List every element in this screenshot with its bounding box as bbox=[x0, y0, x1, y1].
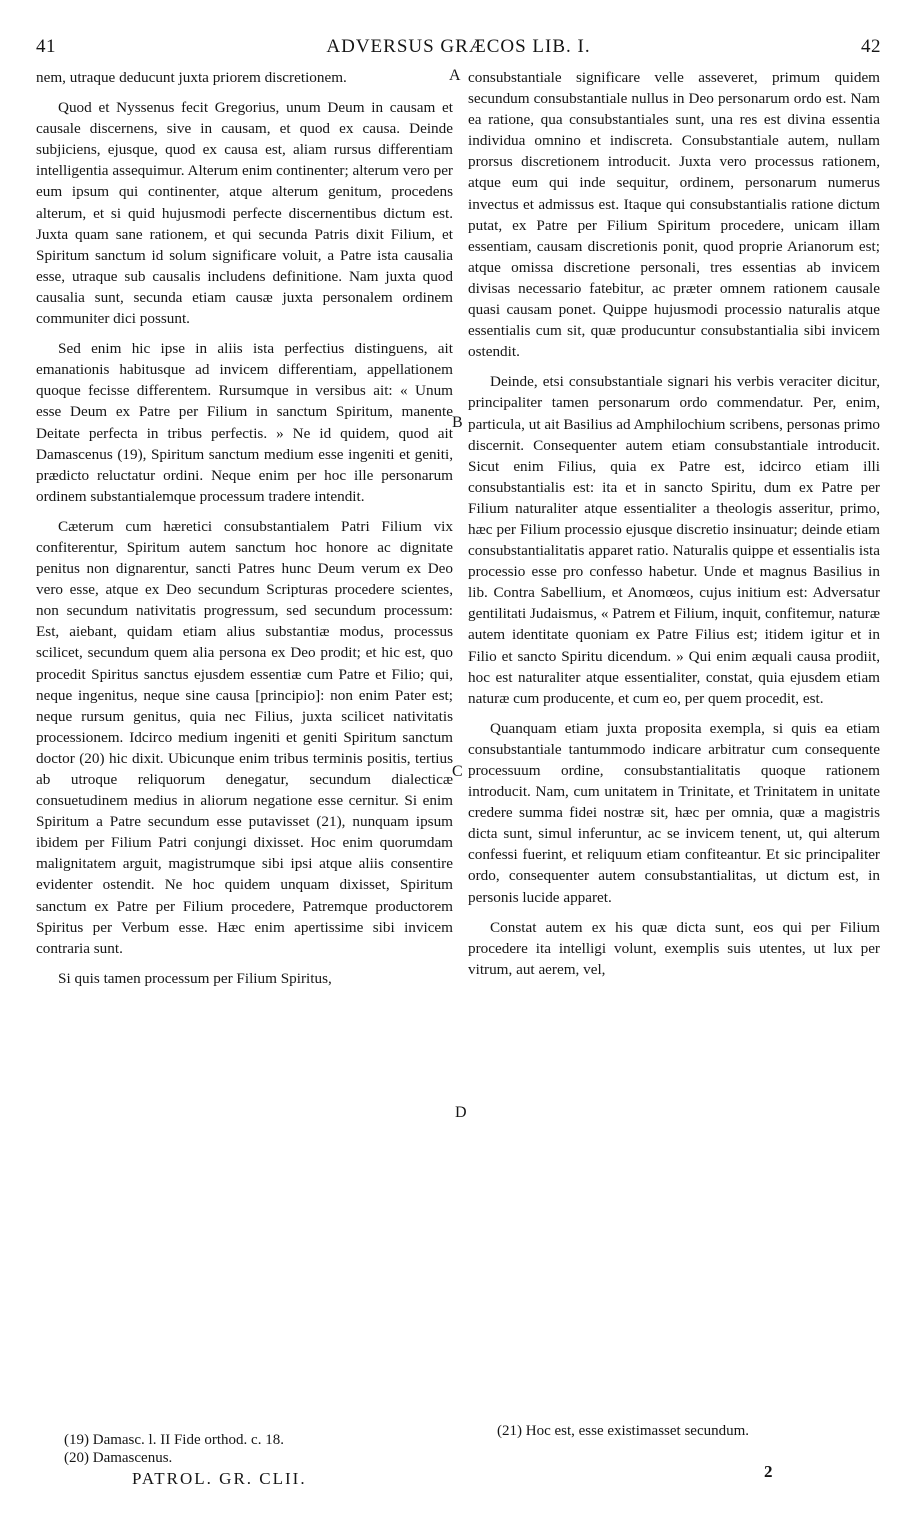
paragraph: consubstantiale significare velle asseveret, primum quidem secundum consubstantiale nullus in Deo personarum ordo est. Nam ea ratione, qua consubstantiales sunt, una res est divina essentia individua omnino et indiscreta. Consubstantiale autem, nullam prorsus discretionem introducit. Juxta vero processus rationem, atque eum qui inde sequitur, ordinem, personarum numerus invectus et admissus est. Itaque qui consubstantialis ratione dictum putat, ex Patre per Filium Spiritum procedere, unicam illam essentiam, causam discretionis ponit, quod proprie Arianorum est; atque omissa discretione personali, tres essentias ab invicem divisas necessario fatebitur, ac præter omnem rationem causale quasi causam ponet. Quippe hujusmodi processio naturalis atque essentialis cum sit, quæ producuntur consubstantialia sibi invicem ostendit. bbox=[468, 69, 880, 361]
paragraph: Quanquam etiam juxta proposita exempla, si quis ea etiam consubstantiale tantummodo indicare arbitratur cum consequente processuum ordine, consubstantialitatis quoque rationem introducit. Nam, cum unitatem in Trinitate, et Trinitatem in unitate credere summa fidei nostræ sit, hæc per omnia, quæ a magistris dicta sunt, simul inferuntur, ac se invicem tenent, ut, qui alterum confessi fuerint, et reliquum etiam confiteantur. Et sic principaliter ordo, consequenter autem consubstantialitas, ut dictum est, in personis lucide apparet. bbox=[468, 719, 880, 906]
footnote-21: (21) Hoc est, esse existimasset secundum. bbox=[497, 1423, 750, 1439]
footnote-19: (19) Damasc. l. II Fide orthod. c. 18. bbox=[64, 1432, 284, 1448]
left-column bbox=[36, 67, 453, 1387]
running-header bbox=[36, 36, 881, 58]
running-title: ADVERSUS GRÆCOS LIB. I. bbox=[326, 36, 591, 57]
sheet-number: 2 bbox=[764, 1462, 773, 1481]
paragraph: Constat autem ex his quæ dicta sunt, eos qui per Filium procedere ita intelligi volunt, exemplis suis utentes, ut lux per vitrum, aut aerem, vel, bbox=[468, 918, 880, 978]
right-column bbox=[468, 67, 880, 1387]
left-page-number: 41 bbox=[36, 36, 56, 57]
margin-marker-c: C bbox=[452, 763, 463, 780]
paragraph: Deinde, etsi consubstantiale signari his verbis veraciter dicitur, principaliter tamen personarum ordo commendatur. Per, enim, particula, ut ait Basilius ad Amphilochium scribens, personas primo discernit. Consequenter autem etiam consubstantiale introducit. Sicut enim Filius, quia ex Patre est, idcirco etiam illi consubstantialis est: ita et in sancto Spiritu, dum ex Patre per Filium naturaliter atque essentialiter a theologis asseritur, primo, hæc per Filium processio ejusque discretio insinuatur; deinde etiam consubstantialitatis apparet ratio. Naturalis quippe et essentialis ista processio esse pro confesso habetur. Unde et magnus Basilius in lib. Contra Sabellium, et Anomœos, cujus initium est: Adversatur gentilitati Judaismus, « Patrem et Filium, inquit, confitemur, naturæ autem identitate quoniam ex Patre Filius est; itidem igitur et in Filio et sancto Spiritu dicendum. » Qui enim æquali causa prodiit, hoc est naturaliter atque essentialiter, constat, quia ejusdem etiam naturæ cum producente, et cum eo, per quem procedit, est. bbox=[468, 373, 880, 707]
margin-marker-d: D bbox=[455, 1104, 467, 1121]
right-page-number: 42 bbox=[861, 36, 881, 57]
footnote-20: (20) Damascenus. bbox=[64, 1450, 173, 1466]
paragraph: Si quis tamen processum per Filium Spiritus, bbox=[58, 969, 332, 987]
paragraph: nem, utraque deducunt juxta priorem discretionem. bbox=[36, 69, 347, 86]
margin-marker-a: A bbox=[449, 67, 461, 84]
paragraph: Sed enim hic ipse in aliis ista perfectius distinguens, ait emanationis habitusque ad invicem differentiam, appellationem quoque fecisse differentem. Rursumque in versibus ait: « Unum esse Deum ex Patre per Filium in sanctum Spiritum, manente Deitate perfecta in tribus perfectis. » Ne id quidem, quod ait Damascenus (19), Spiritum sanctum medium esse ingeniti et geniti, prædicto reluctatur ordini. Neque enim per hoc ille personarum ordinem substantialemque processum tradere intendit. bbox=[36, 340, 453, 505]
signature-mark: PATROL. GR. CLII. bbox=[132, 1469, 307, 1488]
margin-marker-b: B bbox=[452, 414, 463, 431]
paragraph: Cæterum cum hæretici consubstantialem Patri Filium vix confiterentur, Spiritum autem sanctum hoc honore ac dignitate penitus non dignarentur, sancti Patres hunc Deum verum ex Deo vero esse, atque ex Deo secundum Scripturas procedere scientes, non secundum nativitatis progressum, sed secundum processum: Est, aiebant, quidam etiam alius substantiæ modus, processus scilicet, secundum quem alia persona ex Deo prodit; et hic est, quo procedit Spiritus sanctus ejusdem essentiæ cum Patre et Filio; qui, neque ingenitus, neque sine causa [principio]: non enim Pater est; neque rursum genitus, quia nec Filius, juxta scilicet nativitatis processionem. Idcirco medium ingeniti et geniti Spiritum sanctum doctor (20) hic dixit. Ubicunque enim tribus terminis positis, tertius ab utroque reliquorum denegatur, secundum dialecticæ consuetudinem medius in aliorum negatione esse cernitur. Si enim Spiritum a Patre secundum esse putavisset (21), nunquam ipsum ibidem per Filium Patri conjungi dixisset. Hoc enim quorumdam malignitatem arguit, magistrumque sibi ipsi atque aliis consentire evidenter ostendit. Ne hoc quidem unquam dixisset, Spiritum sanctum ex Patre per Filium procedere, Patremque productorem Spiritus per Verbum esse. Hæc enim apertissime sibi invicem contraria sunt. bbox=[36, 517, 453, 957]
paragraph: Quod et Nyssenus fecit Gregorius, unum Deum in causam et causale discernens, sive in causam, et quod ex causa. Deinde subjiciens, ejusque, quod ex causa est, aliam rursus differentiam intelligentia assequimur. Alterum enim continenter; alterum vero per eum ipsum qui continenter, atque alterum genitum, procedens alterum, et si quid hujusmodi perfecte discernentibus dictum est. Juxta quam sane rationem, et qui secunda Patris dixit Filium, et Spiritum sanctum id solum significare voluit, a Patre ista causalia esse, utraque sub causalis includens definitione. Nam juxta quod causalia sunt, secunda etiam causæ juxta personalem ordinem communiter dici possunt. bbox=[36, 99, 453, 328]
